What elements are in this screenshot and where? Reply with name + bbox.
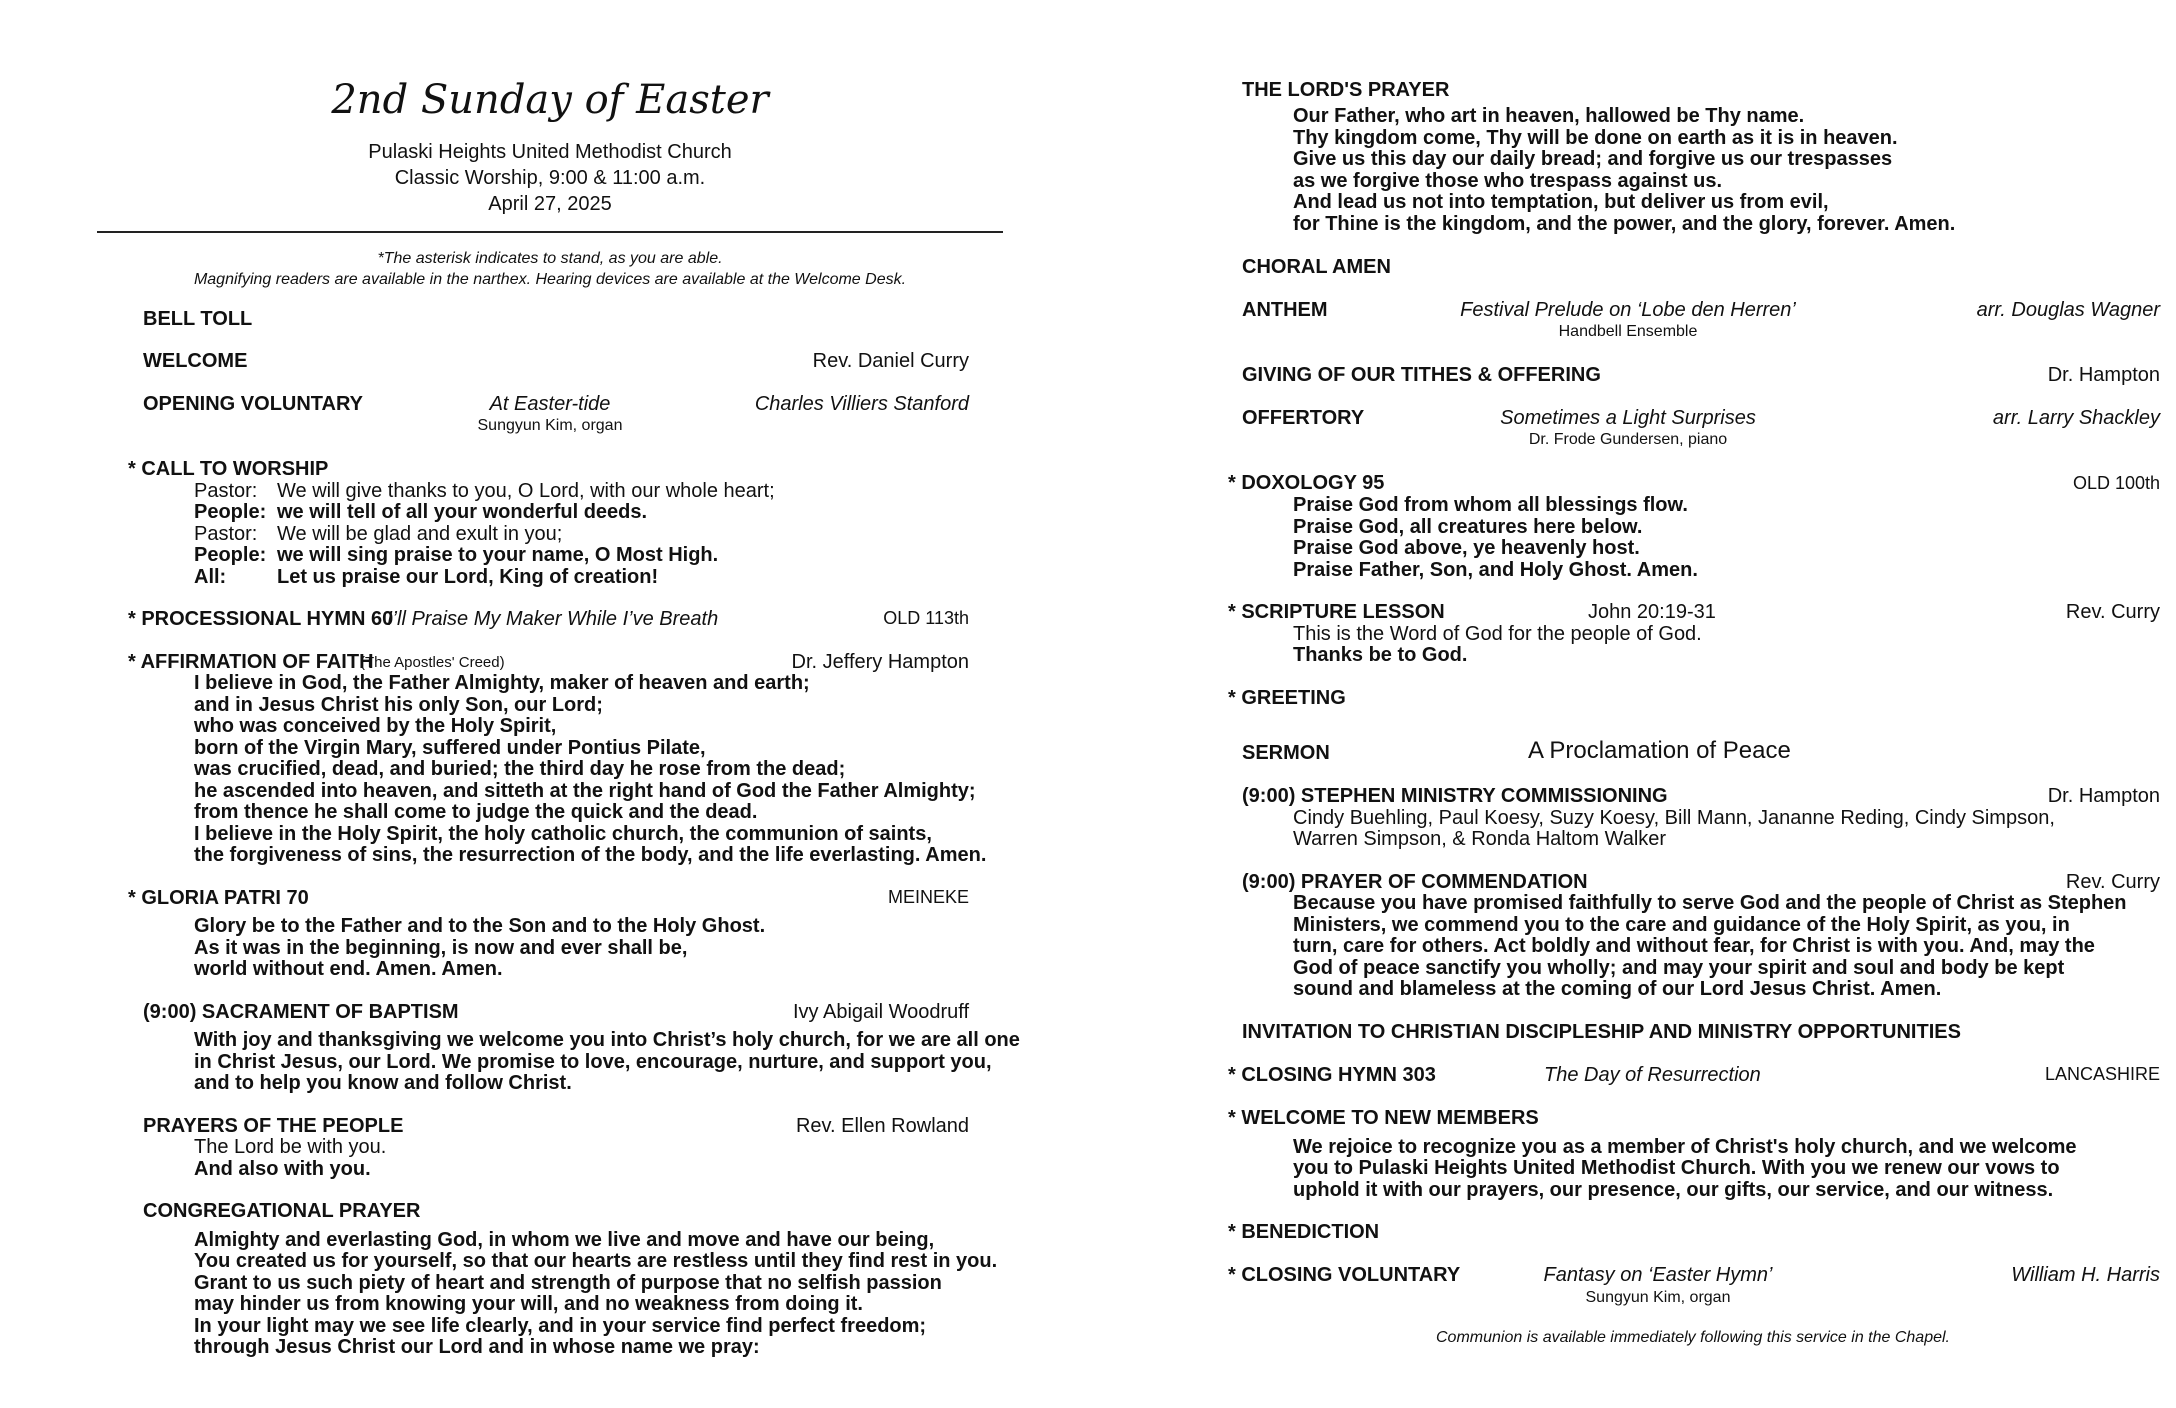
creed-line: he ascended into heaven, and sitteth at the right hand of God the Father Almighty;: [194, 780, 976, 802]
doxology-line: Praise God above, ye heavenly host.: [1293, 537, 1640, 559]
invitation-heading: INVITATION TO CHRISTIAN DISCIPLESHIP AND MINISTRY OPPORTUNITIES: [1242, 1021, 1961, 1043]
new-members-line: We rejoice to recognize you as a member of Christ's holy church, and we welcome: [1293, 1136, 2077, 1158]
scripture-reference: John 20:19-31: [1588, 601, 1716, 623]
creed-line: from thence he shall come to judge the quick and the dead.: [194, 801, 758, 823]
sermon-heading: SERMON: [1242, 742, 1330, 764]
greeting-heading: * GREETING: [1228, 687, 1346, 709]
service-time: Classic Worship, 9:00 & 11:00 a.m.: [394, 167, 706, 189]
litany-speaker: People:: [194, 544, 267, 566]
affirmation-leader: Dr. Jeffery Hampton: [791, 651, 969, 673]
closing-voluntary-title: Fantasy on ‘Easter Hymn’: [1543, 1264, 1773, 1286]
creed-line: who was conceived by the Holy Spirit,: [194, 715, 557, 737]
litany-line: We will give thanks to you, O Lord, with our whole heart;: [277, 480, 775, 502]
baptism-line: in Christ Jesus, our Lord. We promise to love, encourage, nurture, and support you,: [194, 1051, 992, 1073]
opening-voluntary-performer: Sungyun Kim, organ: [477, 417, 623, 434]
lords-prayer-line: And lead us not into temptation, but deliver us from evil,: [1293, 191, 1829, 213]
closing-voluntary-performer: Sungyun Kim, organ: [1585, 1289, 1731, 1306]
scripture-heading: * SCRIPTURE LESSON: [1228, 601, 1445, 623]
page-title: 2nd Sunday of Easter: [331, 77, 769, 123]
welcome-leader: Rev. Daniel Curry: [812, 350, 969, 372]
prayer-line: may hinder us from knowing your will, and no weakness from doing it.: [194, 1293, 863, 1315]
giving-leader: Dr. Hampton: [2047, 364, 2160, 386]
offertory-composer: arr. Larry Shackley: [1992, 407, 2160, 429]
closing-voluntary-composer: William H. Harris: [2011, 1264, 2160, 1286]
doxology-line: Praise Father, Son, and Holy Ghost. Amen.: [1293, 559, 1698, 581]
processional-hymn-heading: * PROCESSIONAL HYMN 60: [128, 608, 394, 630]
offertory-heading: OFFERTORY: [1242, 407, 1365, 429]
lords-prayer-line: Give us this day our daily bread; and forgive us our trespasses: [1293, 148, 1893, 170]
litany-speaker: All:: [194, 566, 227, 588]
litany-speaker: Pastor:: [194, 480, 258, 502]
scripture-leader: Rev. Curry: [2065, 601, 2160, 623]
welcome-heading: WELCOME: [143, 350, 248, 372]
litany-line: we will tell of all your wonderful deeds.: [277, 501, 648, 523]
anthem-performer: Handbell Ensemble: [1558, 323, 1698, 340]
benediction-heading: * BENEDICTION: [1228, 1221, 1380, 1243]
baptism-line: With joy and thanksgiving we welcome you into Christ’s holy church, for we are all one: [194, 1029, 1020, 1051]
anthem-heading: ANTHEM: [1242, 299, 1328, 321]
sermon-title: A Proclamation of Peace: [1528, 737, 1791, 764]
prayer-line: Almighty and everlasting God, in whom we live and move and have our being,: [194, 1229, 935, 1251]
closing-hymn-title: The Day of Resurrection: [1544, 1064, 1761, 1086]
prayers-line: The Lord be with you.: [194, 1136, 387, 1158]
creed-line: born of the Virgin Mary, suffered under Pontius Pilate,: [194, 737, 706, 759]
doxology-line: Praise God, all creatures here below.: [1293, 516, 1643, 538]
congregational-prayer-heading: CONGREGATIONAL PRAYER: [143, 1200, 421, 1222]
opening-voluntary-composer: Charles Villiers Stanford: [754, 393, 969, 415]
litany-line: We will be glad and exult in you;: [277, 523, 563, 545]
creed-line: I believe in the Holy Spirit, the holy catholic church, the communion of saints,: [194, 823, 932, 845]
litany-speaker: Pastor:: [194, 523, 258, 545]
new-members-heading: * WELCOME TO NEW MEMBERS: [1228, 1107, 1539, 1129]
lords-prayer-heading: THE LORD'S PRAYER: [1242, 79, 1450, 101]
gloria-patri-heading: * GLORIA PATRI 70: [128, 887, 309, 909]
prayers-of-people-heading: PRAYERS OF THE PEOPLE: [143, 1115, 404, 1137]
closing-hymn-tune: LANCASHIRE: [2044, 1064, 2160, 1084]
prayer-line: Grant to us such piety of heart and strength of purpose that no selfish passion: [194, 1272, 942, 1294]
creed-line: the forgiveness of sins, the resurrection of the body, and the life everlasting. Amen.: [194, 844, 987, 866]
gloria-line: world without end. Amen. Amen.: [194, 958, 503, 980]
commendation-leader: Rev. Curry: [2065, 871, 2160, 893]
bell-toll-heading: BELL TOLL: [143, 308, 253, 330]
processional-hymn-tune: OLD 113th: [883, 608, 969, 628]
commendation-line: sound and blameless at the coming of our Lord Jesus Christ. Amen.: [1293, 978, 1942, 1000]
lords-prayer-line: as we forgive those who trespass against us.: [1293, 170, 1723, 192]
baptism-heading: (9:00) SACRAMENT OF BAPTISM: [143, 1001, 459, 1023]
commendation-line: Ministers, we commend you to the care and guidance of the Holy Spirit, as you, in: [1293, 914, 2070, 936]
church-name: Pulaski Heights United Methodist Church: [368, 141, 732, 163]
accessibility-note: Magnifying readers are available in the narthex. Hearing devices are available at the Welcome Desk.: [193, 271, 907, 288]
doxology-heading: * DOXOLOGY 95: [1228, 472, 1385, 494]
offertory-title: Sometimes a Light Surprises: [1500, 407, 1756, 429]
creed-line: I believe in God, the Father Almighty, maker of heaven and earth;: [194, 672, 810, 694]
communion-note: Communion is available immediately following this service in the Chapel.: [1435, 1329, 1950, 1346]
header-divider: [97, 231, 1003, 233]
creed-line: was crucified, dead, and buried; the third day he rose from the dead;: [194, 758, 846, 780]
baptism-line: and to help you know and follow Christ.: [194, 1072, 572, 1094]
scripture-response: Thanks be to God.: [1293, 644, 1468, 666]
anthem-composer: arr. Douglas Wagner: [1976, 299, 2160, 321]
prayer-line: You created us for yourself, so that our hearts are restless until they find rest in you.: [194, 1250, 998, 1272]
commendation-line: turn, care for others. Act boldly and without fear, for Christ is with you. And, may the: [1293, 935, 2095, 957]
gloria-line: Glory be to the Father and to the Son and to the Holy Ghost.: [194, 915, 766, 937]
lords-prayer-line: Thy kingdom come, Thy will be done on earth as it is in heaven.: [1293, 127, 1898, 149]
baptism-name: Ivy Abigail Woodruff: [792, 1001, 969, 1023]
anthem-title: Festival Prelude on ‘Lobe den Herren’: [1460, 299, 1796, 321]
gloria-patri-tune: MEINEKE: [887, 887, 969, 907]
service-date: April 27, 2025: [488, 193, 612, 215]
litany-line: Let us praise our Lord, King of creation!: [277, 566, 659, 588]
prayer-line: through Jesus Christ our Lord and in whose name we pray:: [194, 1336, 760, 1358]
lords-prayer-line: Our Father, who art in heaven, hallowed be Thy name.: [1293, 105, 1805, 127]
prayers-response: And also with you.: [194, 1158, 371, 1180]
processional-hymn-title: I’ll Praise My Maker While I’ve Breath: [387, 608, 719, 630]
giving-heading: GIVING OF OUR TITHES & OFFERING: [1242, 364, 1601, 386]
stephen-ministry-heading: (9:00) STEPHEN MINISTRY COMMISSIONING: [1242, 785, 1668, 807]
litany-line: we will sing praise to your name, O Most High.: [277, 544, 719, 566]
commendation-line: Because you have promised faithfully to serve God and the people of Christ as Stephen: [1293, 892, 2127, 914]
doxology-tune: OLD 100th: [2072, 473, 2160, 493]
commendation-line: God of peace sanctify you wholly; and may your spirit and soul and body be kept: [1293, 957, 2065, 979]
call-to-worship-heading: * CALL TO WORSHIP: [128, 458, 329, 480]
affirmation-heading: * AFFIRMATION OF FAITH: [128, 651, 374, 673]
gloria-line: As it was in the beginning, is now and ever shall be,: [194, 937, 688, 959]
asterisk-note: *The asterisk indicates to stand, as you are able.: [377, 250, 723, 267]
affirmation-subtitle: (The Apostles' Creed): [360, 654, 505, 671]
litany-speaker: People:: [194, 501, 267, 523]
prayers-of-people-leader: Rev. Ellen Rowland: [795, 1115, 969, 1137]
new-members-line: uphold it with our prayers, our presence, our gifts, our service, and our witness.: [1293, 1179, 2054, 1201]
commendation-heading: (9:00) PRAYER OF COMMENDATION: [1242, 871, 1588, 893]
creed-line: and in Jesus Christ his only Son, our Lord;: [194, 694, 603, 716]
stephen-ministers-names: Cindy Buehling, Paul Koesy, Suzy Koesy, Bill Mann, Jananne Reding, Cindy Simpson,: [1293, 807, 2055, 829]
closing-voluntary-heading: * CLOSING VOLUNTARY: [1228, 1264, 1461, 1286]
stephen-ministers-names: Warren Simpson, & Ronda Haltom Walker: [1293, 828, 1667, 850]
scripture-line: This is the Word of God for the people of God.: [1293, 623, 1702, 645]
new-members-line: you to Pulaski Heights United Methodist Church. With you we renew our vows to: [1293, 1157, 2060, 1179]
stephen-ministry-leader: Dr. Hampton: [2047, 785, 2160, 807]
opening-voluntary-heading: OPENING VOLUNTARY: [143, 393, 364, 415]
closing-hymn-heading: * CLOSING HYMN 303: [1228, 1064, 1436, 1086]
doxology-line: Praise God from whom all blessings flow.: [1293, 494, 1688, 516]
lords-prayer-line: for Thine is the kingdom, and the power, and the glory, forever. Amen.: [1293, 213, 1956, 235]
choral-amen-heading: CHORAL AMEN: [1242, 256, 1391, 278]
offertory-performer: Dr. Frode Gundersen, piano: [1528, 431, 1728, 448]
prayer-line: In your light may we see life clearly, and in your service find perfect freedom;: [194, 1315, 927, 1337]
opening-voluntary-title: At Easter-tide: [489, 393, 611, 415]
